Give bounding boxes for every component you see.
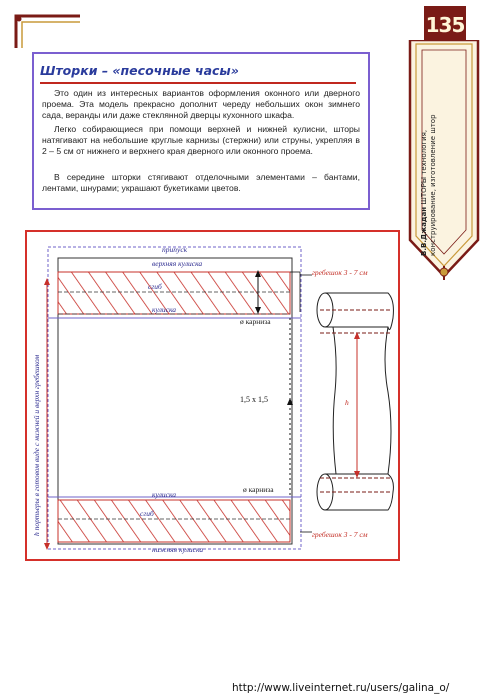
article-title: Шторки – «песочные часы» xyxy=(40,63,239,78)
label-kulisa-bottom: кулиска xyxy=(152,490,177,499)
ribbon-book-title: ШТОРЫ технология, конструирование, изготовление штор xyxy=(420,114,437,256)
label-sgib-top: сгиб xyxy=(148,282,162,291)
label-sgib-bottom: сгиб xyxy=(140,509,154,518)
paragraph-3: В середине шторки стягивают отделочными элементами – бантами, лентами, шнурами; украшают букетиками цветов. xyxy=(42,172,360,193)
label-pripusk: припуск xyxy=(162,245,188,254)
page-number: 135 xyxy=(424,6,466,44)
paragraph-1: Это один из интересных вариантов оформления оконного или дверного проема. Эта модель прекрасно дополнит череду небольших окон зимнего сада, веранды или даже стеклянной дверцы кухонного шкафа. xyxy=(42,88,360,120)
paragraph-2: Легко собирающиеся при помощи верхней и нижней кулисни, шторы натягивают на небольшие круглые карнизы (стержни) или струны, укрепляя в 2 – 5 см от нижнего и верхнего края дверного или оконного проема. xyxy=(42,124,360,156)
label-grebeshok-bottom: гребешок 3 - 7 см xyxy=(312,530,368,539)
label-karniz-bottom: ø карниза xyxy=(243,485,274,494)
bottom-kulisa-hatch xyxy=(58,500,290,542)
label-top-kulisa: верхняя кулиска xyxy=(152,259,203,268)
label-kulisa-top: кулиска xyxy=(152,305,177,314)
footer-url[interactable]: http://www.liveinternet.ru/users/galina_o/ xyxy=(232,682,450,694)
label-grebeshok-top: гребешок 3 - 7 см xyxy=(312,268,368,277)
rolled-curtain xyxy=(317,293,393,510)
label-bottom-kulisa: нижняя кулиска xyxy=(152,545,204,554)
ribbon-author: В.В.Джадан xyxy=(420,206,428,256)
label-h: h xyxy=(345,398,349,407)
label-ratio: 1,5 x 1,5 xyxy=(240,395,268,404)
label-vertical-height: h портьеры в готовом виде с нижней и верхн гребешком xyxy=(32,354,41,536)
label-karniz-top: ø карниза xyxy=(240,317,271,326)
